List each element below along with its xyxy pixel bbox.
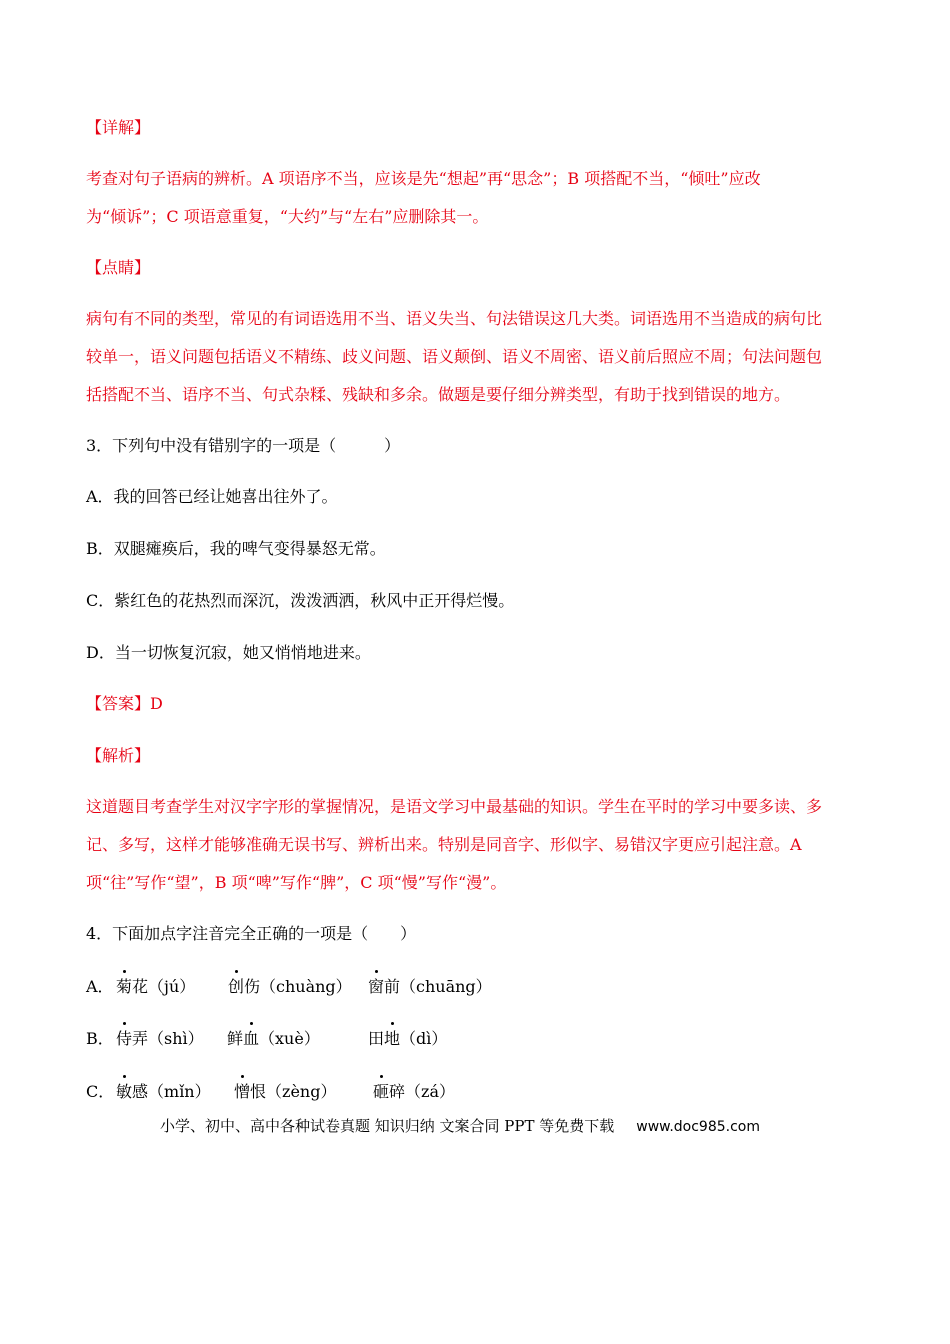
option-label: C． xyxy=(86,1082,115,1101)
pinyin-item-rest: （dì） xyxy=(400,1029,448,1048)
question-4-option-a xyxy=(86,976,886,998)
question-4-stem: 4．下面加点字注音完全正确的一项是（ ） xyxy=(86,924,417,943)
option-label: B． xyxy=(86,1029,114,1048)
dotted-char: 菊 xyxy=(116,977,133,996)
explanation-heading: 【详解】 xyxy=(86,118,151,137)
pinyin-item-rest: 花（jú） xyxy=(132,977,196,996)
dotted-char: 地 xyxy=(384,1029,401,1048)
pinyin-item-rest: （xuè） xyxy=(259,1029,320,1048)
explanation-text-line-2: 为“倾诉”；C 项语意重复，“大约”与“左右”应删除其一。 xyxy=(86,207,489,226)
explanation-text-line-1: 考查对句子语病的辨析。A 项语序不当，应该是先“想起”再“思念”；B 项搭配不当，“倾吐”应改 xyxy=(86,169,761,188)
pinyin-item-rest: 前（chuāng） xyxy=(384,977,492,996)
option-label: A． xyxy=(86,977,114,996)
footer-url[interactable]: www.doc985.com xyxy=(636,1119,761,1135)
pinyin-item-rest: 感（mǐn） xyxy=(132,1082,211,1101)
dotted-char: 窗 xyxy=(368,977,385,996)
analysis-text-line-2: 记、多写，这样才能够准确无误书写、辨析出来。特别是同音字、形似字、易错汉字更应引起注意。A xyxy=(86,835,802,854)
dotted-char: 侍 xyxy=(116,1029,133,1048)
question-4-option-b xyxy=(86,1028,886,1050)
question-3-option-b: B．双腿瘫痪后，我的啤气变得暴怒无常。 xyxy=(86,539,386,558)
pinyin-item xyxy=(373,1081,455,1103)
analysis-text-line-3: 项“往”写作“望”，B 项“啤”写作“脾”，C 项“慢”写作“漫”。 xyxy=(86,873,507,892)
pinyin-item xyxy=(228,976,352,998)
pinyin-item-pre: 鲜 xyxy=(227,1029,244,1048)
pinyin-item-rest: 恨（zèng） xyxy=(250,1082,337,1101)
dotted-char: 创 xyxy=(228,977,245,996)
pinyin-item xyxy=(227,1028,320,1050)
pinyin-item xyxy=(368,1028,447,1050)
question-3-option-a: A．我的回答已经让她喜出往外了。 xyxy=(86,487,338,506)
question-3-answer: 【答案】D xyxy=(86,694,163,713)
insight-text-line-3: 括搭配不当、语序不当、句式杂糅、残缺和多余。做题是要仔细分辨类型，有助于找到错误的地方。 xyxy=(86,385,791,404)
page-footer xyxy=(160,1115,760,1138)
analysis-text-line-1: 这道题目考查学生对汉字字形的掌握情况，是语文学习中最基础的知识。学生在平时的学习中要多读、多 xyxy=(86,797,823,816)
pinyin-item xyxy=(116,976,195,998)
question-4-option-c xyxy=(86,1081,886,1103)
footer-text: 小学、初中、高中各种试卷真题 知识归纳 文案合同 PPT 等免费下载 xyxy=(160,1117,615,1135)
pinyin-item xyxy=(116,1081,211,1103)
pinyin-item-rest: 碎（zá） xyxy=(389,1082,455,1101)
insight-heading: 【点睛】 xyxy=(86,258,151,277)
pinyin-item-pre: 田 xyxy=(368,1029,385,1048)
pinyin-item-rest: 伤（chuàng） xyxy=(244,977,352,996)
insight-text-line-1: 病句有不同的类型，常见的有词语选用不当、语义失当、句法错误这几大类。词语选用不当造成的病句比 xyxy=(86,309,823,328)
question-3-stem: 3．下列句中没有错别字的一项是（ ） xyxy=(86,436,401,455)
dotted-char: 砸 xyxy=(373,1082,390,1101)
dotted-char: 敏 xyxy=(116,1082,133,1101)
dotted-char: 憎 xyxy=(234,1082,251,1101)
question-3-option-c: C．紫红色的花热烈而深沉，泼泼洒洒，秋风中正开得烂慢。 xyxy=(86,591,515,610)
question-3-option-d: D．当一切恢复沉寂，她又悄悄地进来。 xyxy=(86,643,371,662)
pinyin-item xyxy=(368,976,492,998)
dotted-char: 血 xyxy=(243,1029,260,1048)
analysis-heading: 【解析】 xyxy=(86,746,151,765)
pinyin-item xyxy=(234,1081,336,1103)
pinyin-item xyxy=(116,1028,204,1050)
insight-text-line-2: 较单一，语义问题包括语义不精练、歧义问题、语义颠倒、语义不周密、语义前后照应不周；句法问题包 xyxy=(86,347,823,366)
pinyin-item-rest: 弄（shì） xyxy=(132,1029,204,1048)
